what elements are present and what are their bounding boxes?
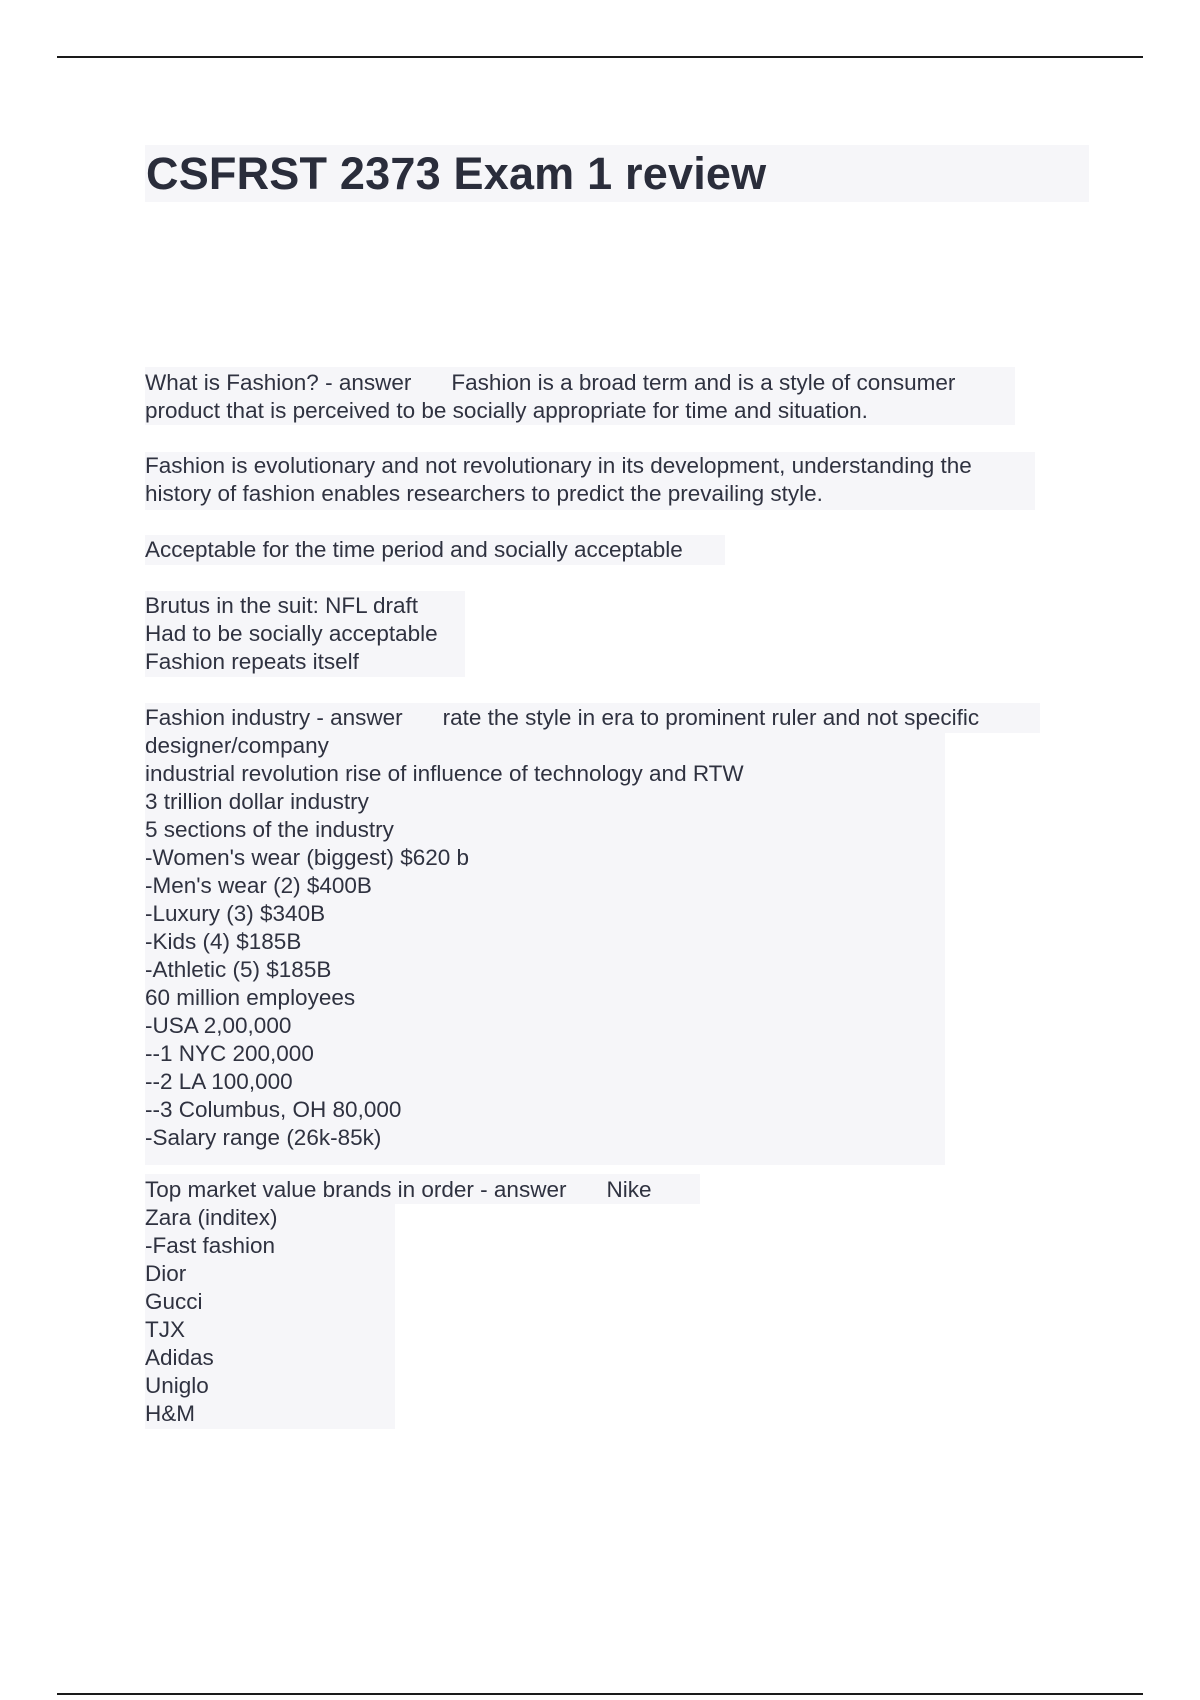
- card-1-para-3-line-1: Brutus in the suit: NFL draft: [145, 593, 419, 618]
- card-3-line-3: Dior: [145, 1261, 187, 1286]
- card-3-line-1: Zara (inditex): [145, 1205, 278, 1230]
- card-2-line-2: industrial revolution rise of influence of technology and RTW: [145, 761, 744, 786]
- card-2-line-14: --3 Columbus, OH 80,000: [145, 1097, 402, 1122]
- card-top-brands: [145, 1176, 651, 1428]
- card-1-para-1-line-2: history of fashion enables researchers to predict the prevailing style.: [145, 481, 823, 506]
- card-1-para-2-line-1: Acceptable for the time period and socially acceptable: [145, 537, 683, 562]
- card-2-line-11: -USA 2,00,000: [145, 1013, 292, 1038]
- card-2-line-8: -Kids (4) $185B: [145, 929, 302, 954]
- card-3-line-5: TJX: [145, 1317, 186, 1342]
- card-1-question: What is Fashion? - answer: [145, 370, 412, 395]
- card-2-line-9: -Athletic (5) $185B: [145, 957, 332, 982]
- card-2-line-4: 5 sections of the industry: [145, 817, 394, 842]
- card-3-line-8: H&M: [145, 1401, 195, 1426]
- card-fashion-industry: [145, 704, 979, 1152]
- card-2-first-line: [145, 704, 979, 732]
- card-1-first-line: [145, 369, 955, 397]
- card-1-para-3-line-2: Had to be socially acceptable: [145, 621, 438, 646]
- card-1-answer-line: product that is perceived to be socially appropriate for time and situation.: [145, 398, 868, 423]
- card-2-line-15: -Salary range (26k-85k): [145, 1125, 382, 1150]
- card-1-para-1-line-1: Fashion is evolutionary and not revolutionary in its development, understanding the: [145, 453, 972, 478]
- card-what-is-fashion: [145, 369, 955, 425]
- card-1-paragraph-3: [145, 592, 438, 676]
- document-title: CSFRST 2373 Exam 1 review: [146, 148, 767, 199]
- card-2-line-1: designer/company: [145, 733, 329, 758]
- card-2-line-6: -Men's wear (2) $400B: [145, 873, 372, 898]
- card-2-answer-start: rate the style in era to prominent ruler and not specific: [442, 705, 980, 730]
- card-1-paragraph-2: [145, 536, 683, 564]
- card-2-line-12: --1 NYC 200,000: [145, 1041, 314, 1066]
- footer-rule: [57, 1693, 1143, 1695]
- card-1-para-3-line-3: Fashion repeats itself: [145, 649, 359, 674]
- card-3-line-7: Uniglo: [145, 1373, 209, 1398]
- card-2-line-10: 60 million employees: [145, 985, 356, 1010]
- card-3-question: Top market value brands in order - answer: [145, 1177, 567, 1202]
- card-2-line-13: --2 LA 100,000: [145, 1069, 293, 1094]
- header-rule: [57, 56, 1143, 58]
- card-3-line-6: Adidas: [145, 1345, 214, 1370]
- card-2-line-7: -Luxury (3) $340B: [145, 901, 326, 926]
- card-3-first-line: [145, 1176, 651, 1204]
- card-2-question: Fashion industry - answer: [145, 705, 403, 730]
- card-1-answer-start: Fashion is a broad term and is a style of consumer: [451, 370, 956, 395]
- card-1-paragraph-1: [145, 452, 972, 508]
- card-3-line-2: -Fast fashion: [145, 1233, 276, 1258]
- card-2-line-5: -Women's wear (biggest) $620 b: [145, 845, 470, 870]
- card-2-line-3: 3 trillion dollar industry: [145, 789, 369, 814]
- card-3-line-4: Gucci: [145, 1289, 203, 1314]
- card-3-answer-start: Nike: [606, 1177, 652, 1202]
